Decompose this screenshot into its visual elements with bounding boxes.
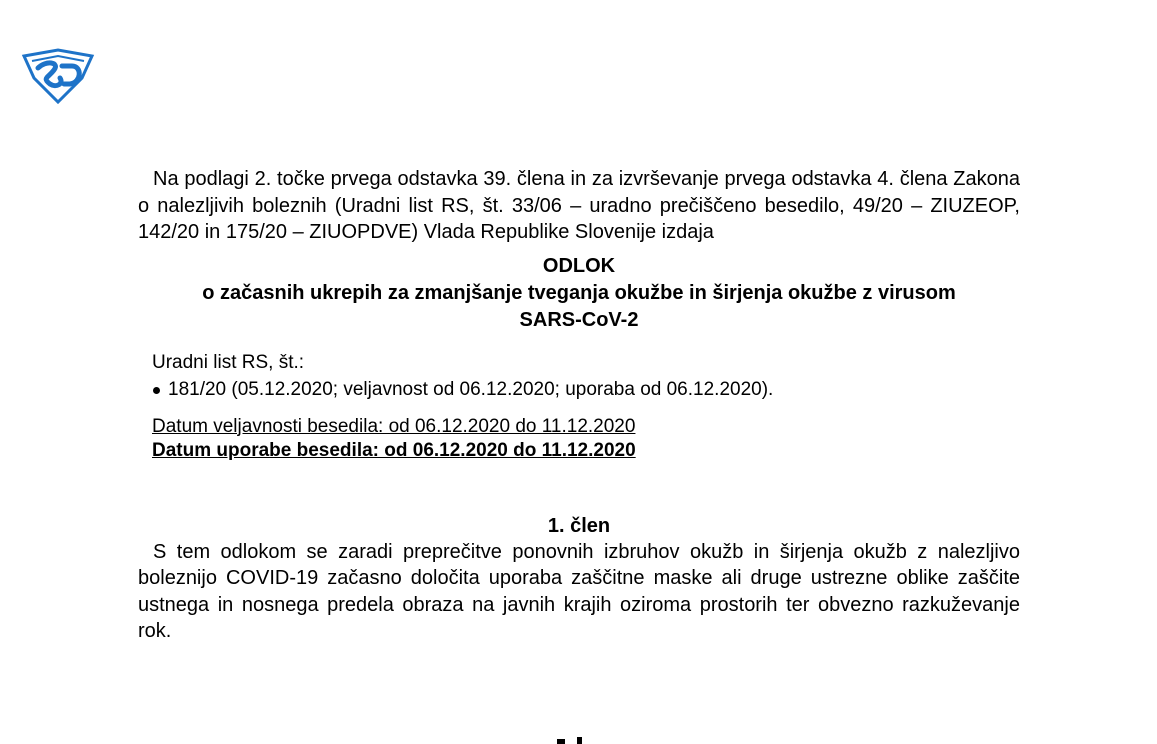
validity-dates [138, 415, 1020, 463]
validity-date: Datum veljavnosti besedila: od 06.12.2020 do 11.12.2020 [152, 415, 636, 437]
publication-item: 181/20 (05.12.2020; veljavnost od 06.12.2020; uporaba od 06.12.2020). [152, 376, 1020, 403]
publication-list [152, 376, 1020, 403]
decree-title-block [138, 253, 1020, 334]
preamble: Na podlagi 2. točke prvega odstavka 39. člena in za izvrševanje prvega odstavka 4. člena Zakona o nalezljivih boleznih (Uradni list RS, št. 33/06 – uradno prečiščeno besedilo, 49/20 – ZIUZEOP, 142/20 in 175/20 – ZIUOPDVE) Vlada Republike Slovenije izdaja [138, 168, 1020, 243]
decree-title: ODLOK [542, 254, 616, 277]
article-body: S tem odlokom se zaradi preprečitve ponovnih izbruhov okužb in širjenja okužb z nalezljivo boleznijo COVID-19 začasno določita uporaba zaščitne maske ali druge ustrezne oblike zaščite ustnega in nosnega predela obraza na javnih krajih oziroma prostorih ter obvezno razkuževanje rok. [138, 540, 1020, 642]
publisher-logo-icon [20, 48, 96, 104]
application-date: Datum uporabe besedila: od 06.12.2020 do 11.12.2020 [152, 439, 636, 461]
gazette-reference [138, 349, 1020, 403]
document-page [138, 166, 1020, 645]
gazette-label: Uradni list RS, št.: [152, 351, 305, 373]
article-title: 1. člen [547, 514, 611, 537]
decree-subtitle: o začasnih ukrepih za zmanjšanje tveganja okužbe in širjenja okužbe z virusom SARS-CoV-2 [202, 281, 956, 331]
